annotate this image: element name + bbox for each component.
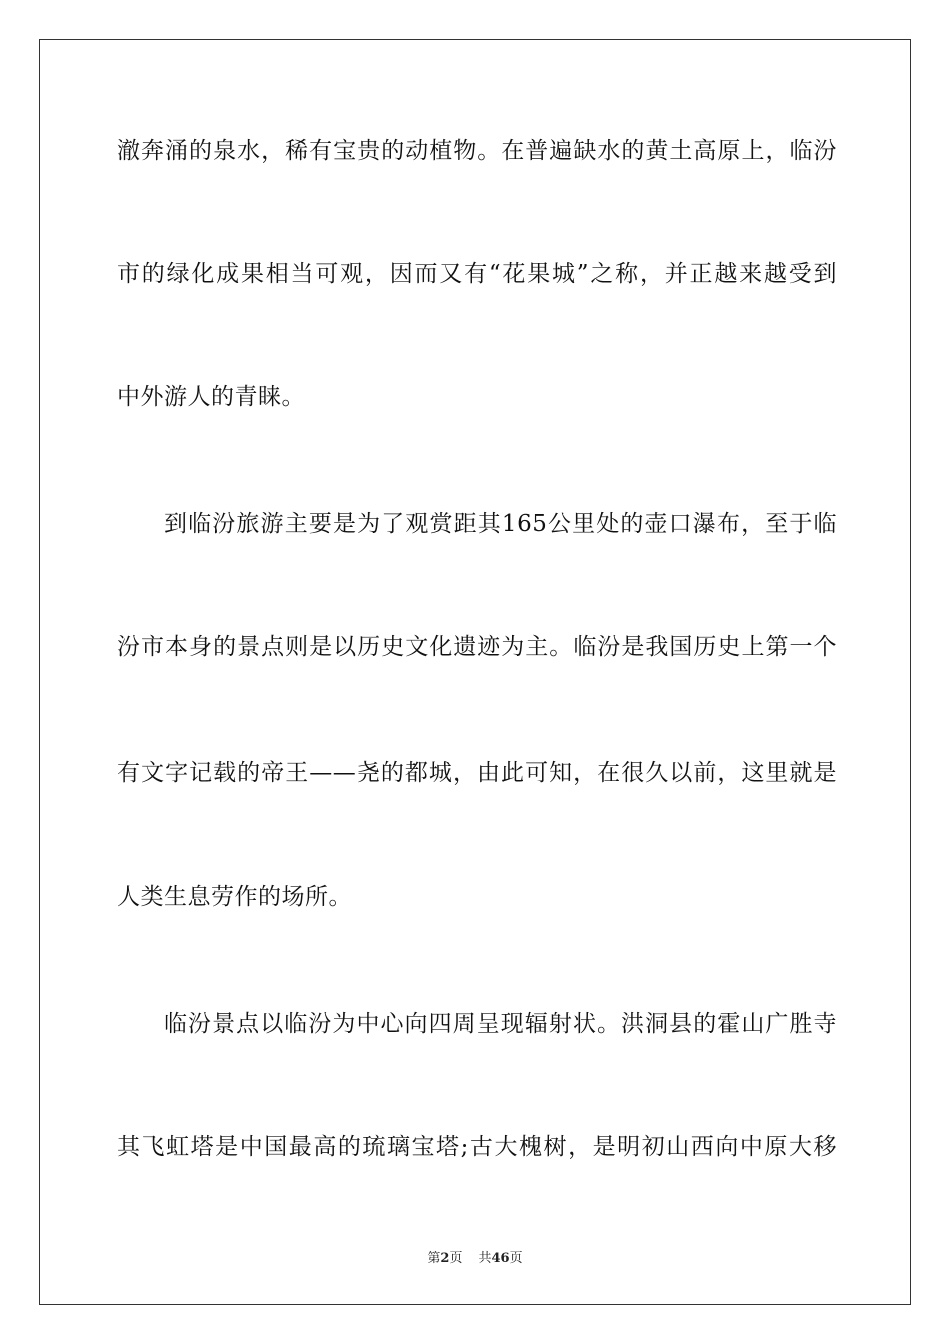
text-line: 人类生息劳作的场所。 bbox=[117, 884, 352, 910]
page-border bbox=[39, 39, 911, 1305]
paragraph-first-line: 到临汾旅游主要是为了观赏距其165公里处的壶口瀑布，至于临 bbox=[164, 511, 837, 537]
total-prefix: 共 bbox=[478, 1251, 492, 1266]
total-pages: 46 bbox=[491, 1251, 510, 1266]
text-line: 中外游人的青睐。 bbox=[117, 384, 305, 410]
text-line: 市的绿化成果相当可观，因而又有“花果城”之称，并正越来越受到 bbox=[117, 261, 837, 287]
page-prefix: 第 bbox=[427, 1251, 441, 1266]
text-line: 汾市本身的景点则是以历史文化遗迹为主。临汾是我国历史上第一个 bbox=[117, 634, 837, 660]
text-line: 澈奔涌的泉水，稀有宝贵的动植物。在普遍缺水的黄土高原上，临汾 bbox=[117, 138, 837, 164]
paragraph-first-line: 临汾景点以临汾为中心向四周呈现辐射状。洪洞县的霍山广胜寺 bbox=[164, 1011, 837, 1037]
page-suffix: 页 bbox=[449, 1251, 463, 1266]
text-line: 其飞虹塔是中国最高的琉璃宝塔;古大槐树，是明初山西向中原大移 bbox=[117, 1134, 837, 1160]
text-line: 有文字记载的帝王——尧的都城，由此可知，在很久以前，这里就是 bbox=[117, 760, 837, 786]
total-suffix: 页 bbox=[509, 1251, 523, 1266]
page-footer bbox=[0, 1250, 950, 1268]
page-number: 2 bbox=[440, 1251, 450, 1266]
